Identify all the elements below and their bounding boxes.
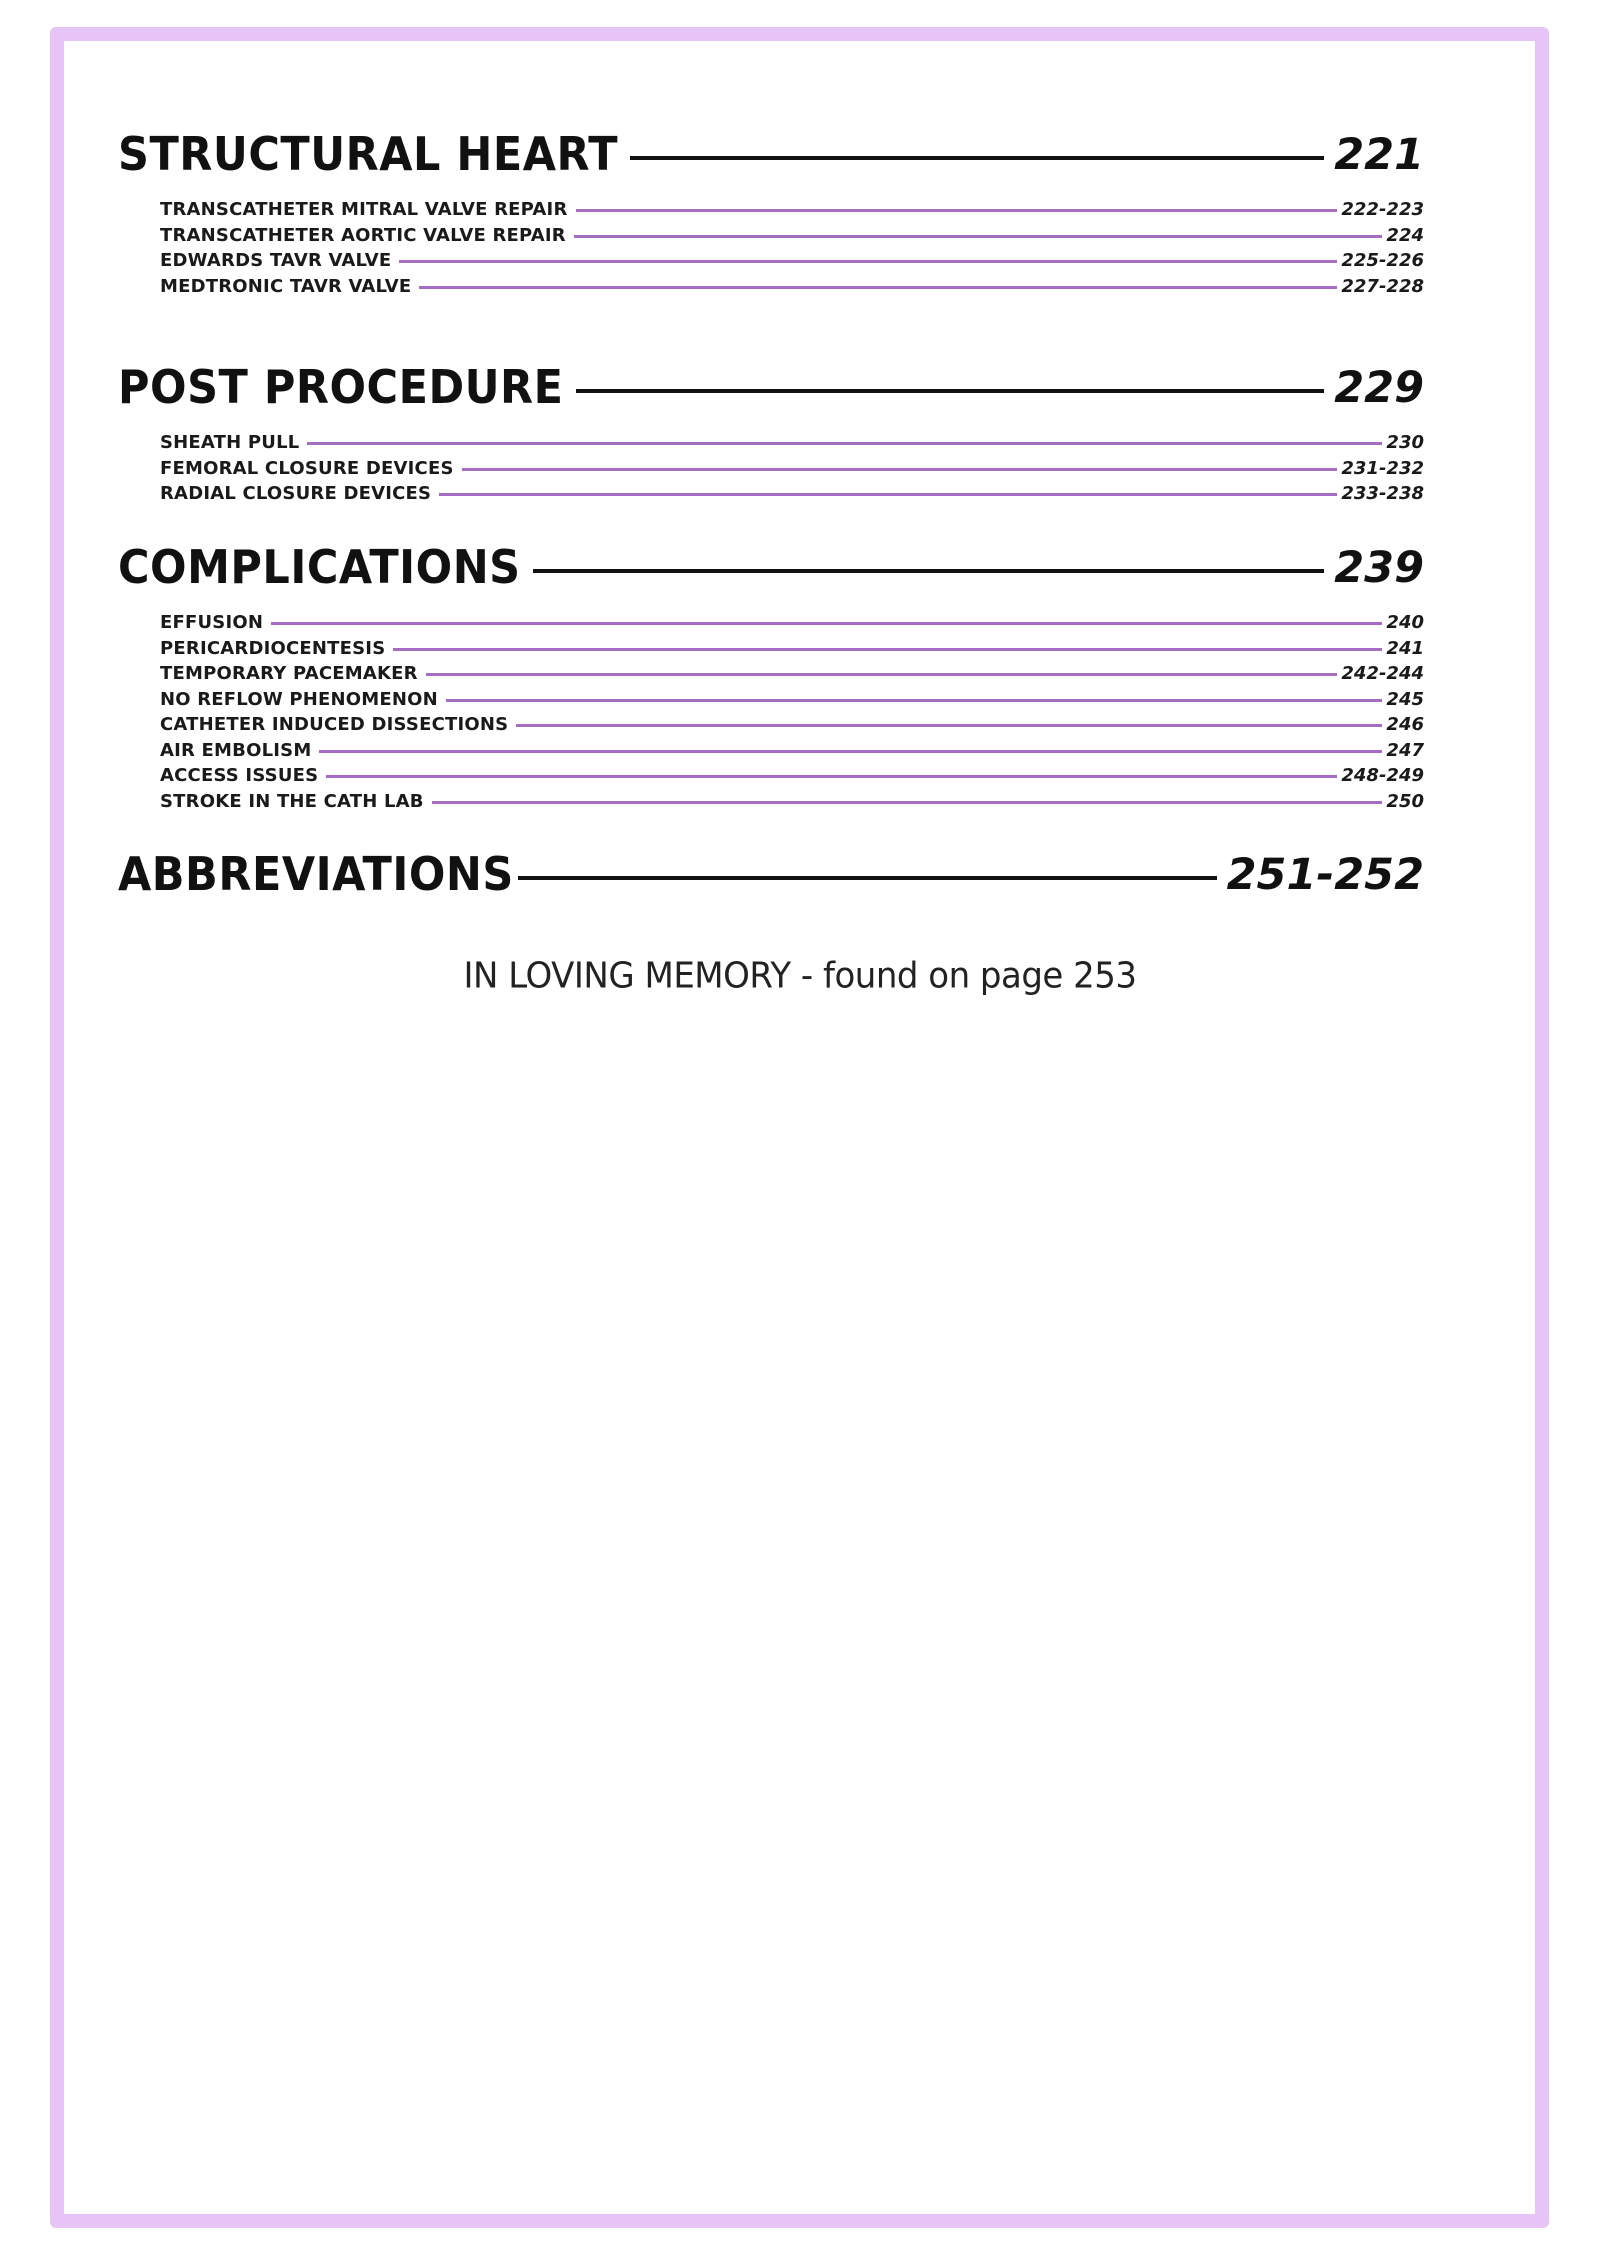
toc-item-leader	[446, 699, 1383, 702]
toc-item-list	[118, 610, 1424, 814]
toc-heading-row[interactable]	[118, 125, 1424, 185]
toc-item-label: CATHETER INDUCED DISSECTIONS	[160, 714, 509, 736]
toc-heading-row[interactable]	[118, 845, 1424, 905]
toc-item-label: EDWARDS TAVR VALVE	[160, 250, 392, 272]
toc-item-page: 222-223	[1341, 199, 1424, 221]
toc-item-leader	[426, 673, 1338, 676]
toc-heading-title: COMPLICATIONS	[118, 541, 521, 595]
toc-item[interactable]	[160, 274, 1424, 300]
toc-item-leader	[393, 648, 1382, 651]
toc-heading-leader	[630, 156, 1324, 160]
toc-item-leader	[307, 442, 1382, 445]
toc-item-page: 233-238	[1341, 483, 1424, 505]
toc-section-structural-heart	[118, 125, 1424, 299]
toc-heading-leader	[533, 569, 1325, 573]
toc-item-page: 250	[1386, 790, 1424, 812]
toc-item-page: 246	[1386, 714, 1424, 736]
toc-item-page: 241	[1386, 637, 1424, 659]
toc-item-label: EFFUSION	[160, 612, 264, 634]
toc-item-page: 247	[1386, 739, 1424, 761]
toc-item[interactable]	[160, 636, 1424, 662]
toc-item-page: 230	[1386, 432, 1424, 454]
toc-item[interactable]	[160, 430, 1424, 456]
toc-item[interactable]	[160, 687, 1424, 713]
toc-item-page: 231-232	[1341, 457, 1424, 479]
toc-heading-leader	[518, 876, 1217, 880]
toc-item[interactable]	[160, 789, 1424, 815]
toc-item-page: 240	[1386, 612, 1424, 634]
toc-item[interactable]	[160, 738, 1424, 764]
toc-item[interactable]	[160, 763, 1424, 789]
toc-item-leader	[326, 775, 1337, 778]
toc-item-leader	[576, 209, 1338, 212]
in-loving-memory-note: IN LOVING MEMORY - found on page 253	[463, 955, 1137, 997]
toc-item[interactable]	[160, 223, 1424, 249]
toc-item-list	[118, 197, 1424, 299]
toc-item-page: 248-249	[1341, 765, 1424, 787]
toc-item-label: SHEATH PULL	[160, 432, 300, 454]
toc-item-label: RADIAL CLOSURE DEVICES	[160, 483, 432, 505]
toc-item-label: NO REFLOW PHENOMENON	[160, 688, 438, 710]
toc-item-label: STROKE IN THE CATH LAB	[160, 790, 424, 812]
toc-heading-page: 221	[1334, 130, 1424, 180]
toc-heading-title: STRUCTURAL HEART	[118, 128, 619, 182]
toc-item[interactable]	[160, 197, 1424, 223]
toc-heading-row[interactable]	[118, 358, 1424, 418]
toc-item-label: FEMORAL CLOSURE DEVICES	[160, 457, 454, 479]
toc-item-page: 242-244	[1341, 663, 1424, 685]
toc-item-leader	[516, 724, 1382, 727]
toc-item-leader	[399, 260, 1337, 263]
toc-heading-leader	[576, 389, 1325, 393]
toc-item[interactable]	[160, 610, 1424, 636]
toc-item-label: TEMPORARY PACEMAKER	[160, 663, 418, 685]
toc-item-label: PERICARDIOCENTESIS	[160, 637, 386, 659]
toc-item-label: TRANSCATHETER AORTIC VALVE REPAIR	[160, 224, 566, 246]
toc-item[interactable]	[160, 456, 1424, 482]
toc-heading-page: 239	[1334, 543, 1424, 593]
toc-item-list	[118, 430, 1424, 507]
toc-item-leader	[439, 493, 1337, 496]
toc-item-page: 225-226	[1341, 250, 1424, 272]
toc-section-abbreviations	[118, 845, 1424, 905]
toc-item-page: 227-228	[1341, 275, 1424, 297]
toc-item-page: 245	[1386, 688, 1424, 710]
toc-heading-title: POST PROCEDURE	[118, 361, 564, 415]
toc-item-label: MEDTRONIC TAVR VALVE	[160, 275, 412, 297]
toc-item-leader	[271, 622, 1382, 625]
toc-section-post-procedure	[118, 358, 1424, 507]
toc-section-complications	[118, 538, 1424, 814]
toc-item-leader	[574, 235, 1383, 238]
toc-item-leader	[462, 468, 1338, 471]
toc-heading-row[interactable]	[118, 538, 1424, 598]
toc-item-leader	[432, 801, 1383, 804]
toc-item-leader	[419, 286, 1337, 289]
toc-item-label: TRANSCATHETER MITRAL VALVE REPAIR	[160, 199, 568, 221]
toc-item[interactable]	[160, 712, 1424, 738]
toc-item[interactable]	[160, 661, 1424, 687]
toc-item-label: AIR EMBOLISM	[160, 739, 312, 761]
toc-item-leader	[319, 750, 1382, 753]
toc-item[interactable]	[160, 481, 1424, 507]
toc-item[interactable]	[160, 248, 1424, 274]
toc-heading-page: 251-252	[1226, 850, 1424, 900]
toc-item-page: 224	[1386, 224, 1424, 246]
toc-heading-title: ABBREVIATIONS	[118, 848, 514, 902]
toc-item-label: ACCESS ISSUES	[160, 765, 319, 787]
toc-heading-page: 229	[1334, 363, 1424, 413]
